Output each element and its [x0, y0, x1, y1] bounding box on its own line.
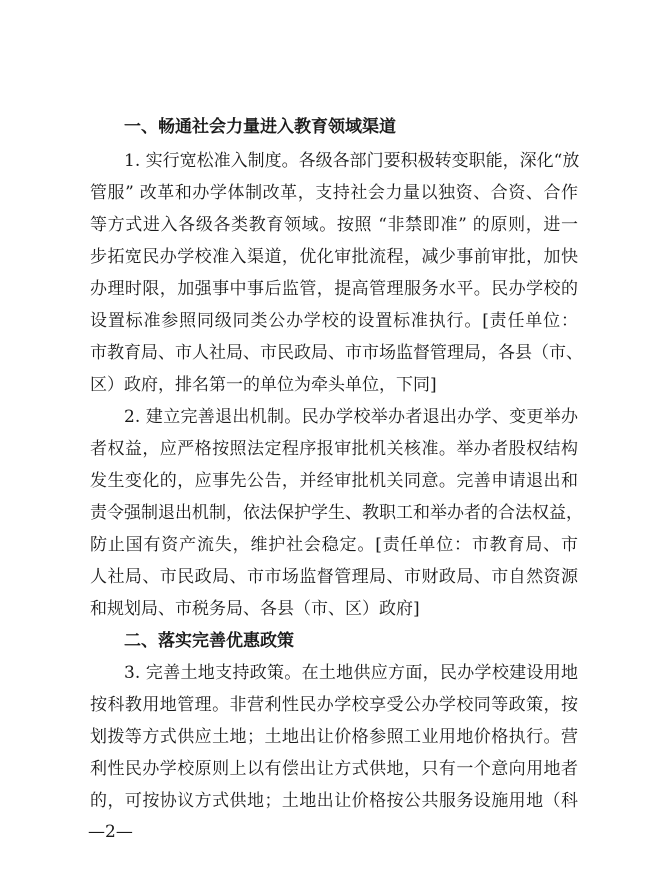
paragraph-line: 区）政府，排名第一的单位为牵头单位，下同] — [90, 375, 437, 395]
paragraph-line: 等方式进入各级各类教育领域。按照 “非禁即准” 的原则，进一 — [90, 215, 578, 235]
paragraph-line: 管服” 改革和办学体制改革，支持社会力量以独资、合资、合作 — [90, 183, 578, 203]
paragraph-line: 2. 建立完善退出机制。民办学校举办者退出办学、变更举办 — [124, 407, 578, 427]
section-heading-1: 一、畅通社会力量进入教育领域渠道 — [124, 117, 396, 137]
page-number: —2— — [88, 822, 133, 842]
paragraph-line: 利性民办学校原则上以有偿出让方式供地，只有一个意向用地者 — [90, 759, 578, 779]
paragraph-line: 防止国有资产流失，维护社会稳定。[责任单位：市教育局、市 — [90, 535, 578, 555]
paragraph-line: 的，可按协议方式供地；土地出让价格按公共服务设施用地（科 — [90, 791, 578, 811]
paragraph-line: 划拨等方式供应土地；土地出让价格参照工业用地价格执行。营 — [90, 727, 578, 747]
paragraph-line: 发生变化的，应事先公告，并经审批机关同意。完善申请退出和 — [90, 471, 578, 491]
paragraph-line: 按科教用地管理。非营利性民办学校享受公办学校同等政策，按 — [90, 695, 578, 715]
paragraph-line: 3. 完善土地支持政策。在土地供应方面，民办学校建设用地 — [124, 663, 578, 683]
section-heading-2: 二、落实完善优惠政策 — [124, 631, 294, 651]
paragraph-line: 和规划局、市税务局、各县（市、区）政府] — [90, 599, 420, 619]
paragraph-line: 办理时限，加强事中事后监管，提高管理服务水平。民办学校的 — [90, 279, 578, 299]
paragraph-line: 者权益，应严格按照法定程序报审批机关核准。举办者股权结构 — [90, 439, 578, 459]
paragraph-line: 步拓宽民办学校准入渠道，优化审批流程，减少事前审批，加快 — [90, 247, 578, 267]
paragraph-line: 责令强制退出机制，依法保护学生、教职工和举办者的合法权益， — [90, 503, 583, 523]
paragraph-line: 市教育局、市人社局、市民政局、市市场监督管理局，各县（市、 — [90, 343, 583, 363]
paragraph-line: 人社局、市民政局、市市场监督管理局、市财政局、市自然资源 — [90, 567, 578, 587]
paragraph-line: 设置标准参照同级同类公办学校的设置标准执行。[责任单位： — [90, 311, 578, 331]
paragraph-line: 1. 实行宽松准入制度。各级各部门要积极转变职能，深化“放 — [124, 151, 580, 171]
